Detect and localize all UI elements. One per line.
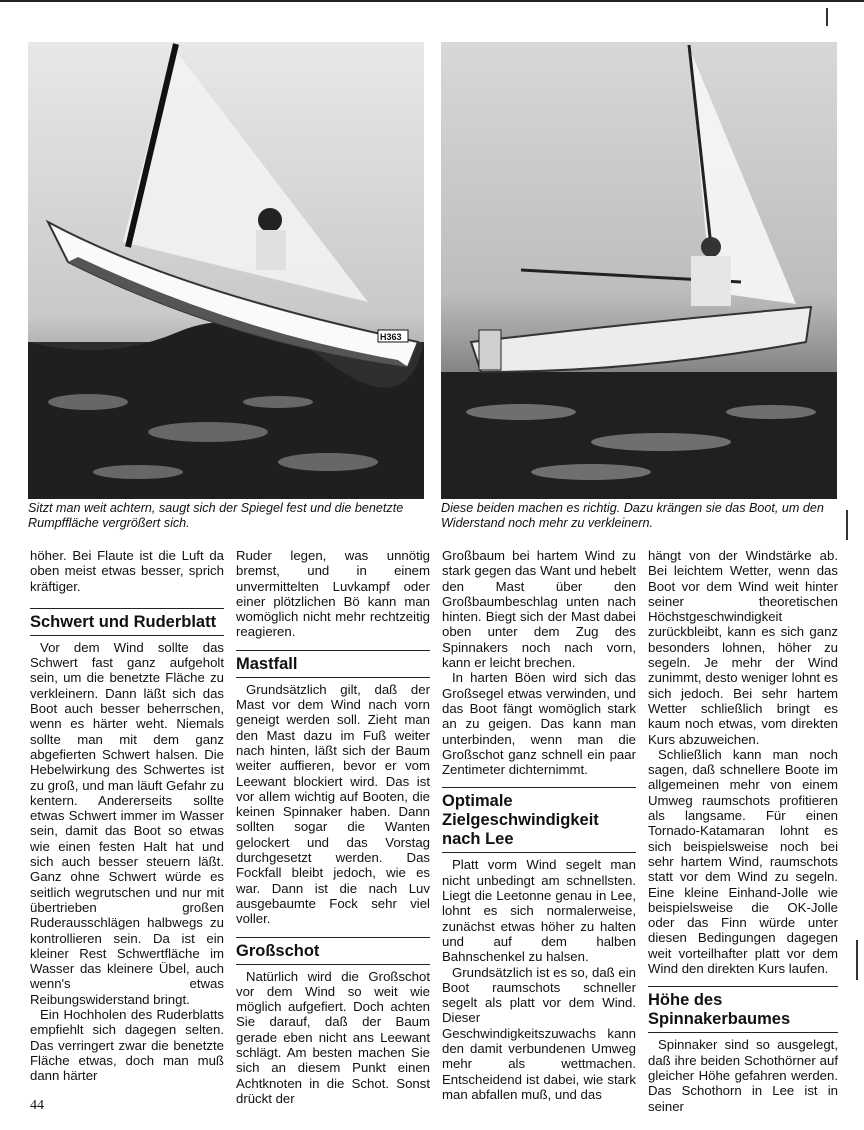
section-heading-zielgeschwindigkeit: Optimale Zielgeschwindigkeit nach Lee: [442, 787, 636, 849]
paragraph: Grundsätzlich ist es so, daß ein Boot raumschots schneller segelt als platt vor dem Wind. Dieser Geschwindigkeitszuwachs kann den damit verbundenen Umweg mehr als wettmachen. Entscheidend ist dabei, wie stark man abfallen muß, und das: [442, 964, 636, 1102]
hull-number-label: H363: [380, 332, 402, 342]
paragraph: Großbaum bei hartem Wind zu stark gegen das Want und hebelt den Mast über den Großbaumbeschlag unten nach hinten. Biegt sich der Mast dabei oben unter dem Zug des Spinnakers noch nach vorn, kann er leicht brechen.: [442, 548, 636, 671]
sailing-photo-left: [28, 42, 424, 499]
paragraph: Ein Hochholen des Ruderblatts empfiehlt sich dagegen selten. Das verringert zwar die benetzte Fläche etwas, doch man muß dann härter: [30, 1007, 224, 1084]
text-column-3: [442, 548, 636, 1102]
caption-left: Sitzt man weit achtern, saugt sich der Spiegel fest und die benetzte Rumpffläche vergrößert sich.: [28, 501, 404, 530]
scan-edge-mark: [826, 8, 828, 26]
text-column-2: [236, 548, 430, 1106]
paragraph: hängt von der Windstärke ab. Bei leichtem Wetter, wenn das Boot vor dem Wind weit hinter seiner theoretischen Höchstgeschwindigkeit zurückbleibt, kann es sich ganz besonders lohnen, höher zu segeln. Je mehr der Wind zunimmt, desto weniger lohnt es sich jedoch. Bei sehr hartem Wetter schließlich bringt es kaum noch etwas, vom direkten Kurs abzuweichen.: [648, 548, 838, 747]
top-rule: [0, 0, 864, 2]
paragraph: Natürlich wird die Großschot vor dem Wind so weit wie möglich aufgefiert. Doch achten Sie darauf, daß der Baum gerade eben nicht ans Leewant schlägt. Am besten machen Sie sich an diesem Punkt einen Achtknoten in die Schot. Sonst drückt der: [236, 968, 430, 1106]
photo-dinghy-heeled: [441, 42, 837, 499]
caption-right: Diese beiden machen es richtig. Dazu krängen sie das Boot, um den Widerstand noch mehr zu verkleinern.: [441, 501, 824, 530]
paragraph: Spinnaker sind so ausgelegt, daß ihre beiden Schothörner auf gleicher Höhe gefahren werden. Das Schothorn in Lee ist in seiner: [648, 1037, 838, 1114]
paragraph: höher. Bei Flaute ist die Luft da oben meist etwas besser, sprich kräftiger.: [30, 548, 224, 594]
scan-edge-mark: [856, 940, 858, 980]
text-column-4: [648, 548, 838, 1114]
photo-dinghy-stern-heavy: [28, 42, 424, 499]
scan-edge-mark: [846, 510, 848, 540]
paragraph: Platt vorm Wind segelt man nicht unbedingt am schnellsten. Liegt die Leetonne genau in Lee, lohnt es sich normalerweise, zunächst etwas höher zu halten und auf dem halben Bahnschenkel zu halsen.: [442, 857, 636, 965]
paragraph: Schließlich kann man noch sagen, daß schnellere Boote im allgemeinen mehr von einem Umweg raumschots profitieren als langsame. Für einen Tornado-Katamaran lohnt es sich beispielsweise noch bei sehr hartem Wind, raumschots statt vor dem Wind zu segeln. Eine kleine Einhand-Jolle wie beispielsweise die OK-Jolle oder das Finn würde unter diesen Bedingungen dagegen weit vorteilhafter platt vor dem Wind den direkten Kurs laufen.: [648, 746, 838, 977]
section-heading-schwert: Schwert und Ruderblatt: [30, 608, 224, 632]
page-number: 44: [30, 1098, 44, 1113]
sailing-photo-right: [441, 42, 837, 499]
paragraph: Ruder legen, was unnötig bremst, und in einem unvermittelten Luvkampf oder einer plötzlichen Bö kann man womöglich nicht mehr rechtzeitig reagieren.: [236, 548, 430, 640]
paragraph: Grundsätzlich gilt, daß der Mast vor dem Wind nach vorn geneigt werden soll. Zieht man den Mast dazu im Fuß weiter nach hinten, läßt sich der Baum weiter auffieren, bevor er vom Leewant blockiert wird. Das ist vor allem wichtig auf Booten, die keinen Spinnaker haben. Dann sollten sogar die Wanten gelockert und das Vorstag durchgesetzt werden. Das Fockfall bleibt jedoch, wie es war. Dann ist die nach Luv ausgebaumte Fock sehr viel voller.: [236, 681, 430, 927]
paragraph: Vor dem Wind sollte das Schwert fast ganz aufgeholt sein, um die benetzte Fläche zu verkleinern. Dann läßt sich das Boot auch besser beherrschen, wenn es härter weht. Niemals sollte man mit dem ganz abgefierten Schwert halsen. Die Hebelwirkung des Schwertes ist zu groß, und man läuft Gefahr zu kentern. Andererseits sollte etwas Schwert immer im Wasser sein, damit das Boot so etwas wie einen festen Halt hat und sich auch besser steuern läßt. Ganz ohne Schwert würde es seitlich wegrutschen und nur mit übertrieben großen Ruderausschlägen halbwegs zu kontrollieren sein. Da ist ein kleiner Rest Schwertfläche im Wasser das kleinere Übel, auch wenn's etwas Reibungswiderstand bringt.: [30, 639, 224, 1007]
section-heading-grossschot: Großschot: [236, 937, 430, 961]
section-heading-mastfall: Mastfall: [236, 650, 430, 674]
text-column-1: [30, 548, 224, 1084]
section-heading-spinnakerbaum: Höhe des Spinnakerbaumes: [648, 986, 838, 1029]
paragraph: In harten Böen wird sich das Großsegel etwas verwinden, und das Boot fängt womöglich stark an zu geigen. Das kann man unterbinden, wenn man die Großschot ganz schnell ein paar Zentimeter dichternimmt.: [442, 670, 636, 778]
